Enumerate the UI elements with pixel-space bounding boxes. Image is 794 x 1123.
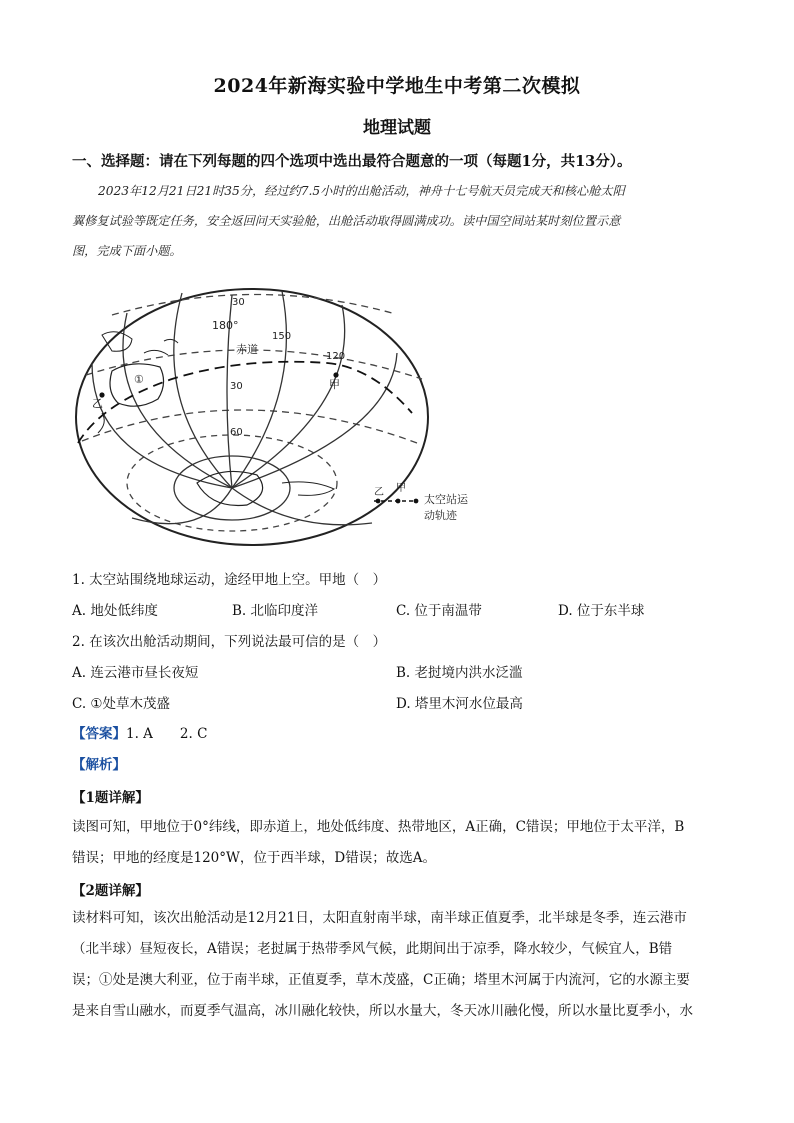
q2-analysis-label: 【2题详解】: [72, 883, 149, 899]
meridian-60w: [232, 488, 372, 525]
meridian-90: [232, 353, 397, 488]
q1-option-d[interactable]: D. 位于东半球: [558, 603, 645, 619]
globe-outline: [76, 289, 428, 545]
legend-jia-label: 甲: [396, 483, 406, 494]
legend-end-dot: [414, 499, 419, 504]
q1-option-a[interactable]: A. 地处低纬度: [72, 603, 158, 619]
lat-60s-label: 60: [230, 427, 243, 438]
analysis-line: （北半球）昼短夜长，A错误；老挝属于热带季风气候，此期间出于凉季，降水较少，气候宜人，B错: [72, 941, 673, 957]
q1-option-c[interactable]: C. 位于南温带: [396, 603, 482, 619]
point-yi-label: 乙: [92, 397, 103, 410]
legend-yi-dot: [376, 499, 381, 504]
analysis-line: 错误；甲地的经度是120°W，位于西半球，D错误；故选A。: [72, 850, 436, 866]
legend-text-2: 动轨迹: [424, 509, 457, 522]
analysis-line: 是来自雪山融水，而夏季气温高，冰川融化较快，所以水量大，冬天冰川融化慢，所以水量比夏季小，水: [72, 1003, 693, 1019]
answer-line: [72, 722, 207, 742]
legend-text-1: 太空站运: [424, 493, 468, 506]
island-shape: [164, 339, 178, 343]
legend-yi-label: 乙: [374, 487, 384, 498]
analysis-heading: [72, 753, 126, 773]
lon-180-label: 180°: [212, 319, 239, 332]
page-title: 2024年新海实验中学地生中考第二次模拟: [213, 75, 581, 97]
q1-option-b[interactable]: B. 北临印度洋: [232, 603, 319, 619]
answer-values: 1. A 2. C: [126, 726, 208, 742]
legend-jia-dot: [396, 499, 401, 504]
q2-option-c[interactable]: C. ①处草木茂盛: [72, 696, 171, 712]
question-1-stem: 1. 太空站围绕地球运动，途经甲地上空。甲地（ ）: [72, 572, 387, 588]
analysis-line: 误；①处是澳大利亚，位于南半球，正值夏季，草木茂盛，C正确；塔里木河属于内流河，它的水源主要: [72, 972, 690, 988]
lat-30s-label: 30: [230, 381, 243, 392]
globe-map: [72, 283, 492, 553]
page-subtitle: 地理试题: [363, 118, 431, 138]
orbit-track: [78, 362, 412, 443]
q1-analysis-text: [72, 812, 724, 874]
island-shape: [144, 350, 168, 355]
equator-label: 赤道: [236, 343, 258, 356]
analysis-line: 读图可知，甲地位于0°纬线，即赤道上，地处低纬度、热带地区，A正确，C错误；甲地位于太平洋，B: [72, 819, 685, 835]
analysis-line: 读材料可知，该次出舱活动是12月21日，太阳直射南半球，南半球正值夏季，北半球是冬季，连云港市: [72, 910, 687, 926]
intro-passage: [72, 176, 722, 266]
q2-option-b[interactable]: B. 老挝境内洪水泛滥: [396, 665, 523, 681]
meridian-120e: [123, 313, 232, 488]
point-jia-label: 甲: [329, 378, 340, 391]
intro-line: 2023年12月21日21时35分，经过约7.5小时的出舱活动，神舟十七号航天员完成天和核心舱太阳: [98, 184, 625, 198]
q2-option-a[interactable]: A. 连云港市昼长夜短: [72, 665, 199, 681]
marker-1-label: ①: [134, 373, 144, 386]
point-jia-marker: [333, 372, 338, 377]
orbit-map-figure: [72, 283, 492, 557]
answer-label: 【答案】: [72, 726, 126, 742]
lon-150-label: 150: [272, 331, 292, 342]
q2-option-d[interactable]: D. 塔里木河水位最高: [396, 696, 523, 712]
antarctica-shape: [197, 471, 263, 505]
lat-30n-line: [112, 294, 392, 315]
lat-30-label: 30: [232, 297, 245, 308]
section-heading: 一、选择题：请在下列每题的四个选项中选出最符合题意的一项（每题1分，共13分）。: [72, 153, 632, 170]
q1-analysis-label: 【1题详解】: [72, 790, 149, 806]
q2-analysis-text: [72, 903, 724, 1027]
lon-120-label: 120: [326, 351, 346, 362]
intro-line: 翼修复试验等既定任务，安全返回问天实验舱，出舱活动取得圆满成功。读中国空间站某时刻位置示意: [72, 214, 621, 228]
intro-line: 图，完成下面小题。: [72, 244, 182, 258]
question-2-stem: 2. 在该次出舱活动期间，下列说法最可信的是（ ）: [72, 634, 387, 650]
analysis-label: 【解析】: [72, 757, 126, 773]
